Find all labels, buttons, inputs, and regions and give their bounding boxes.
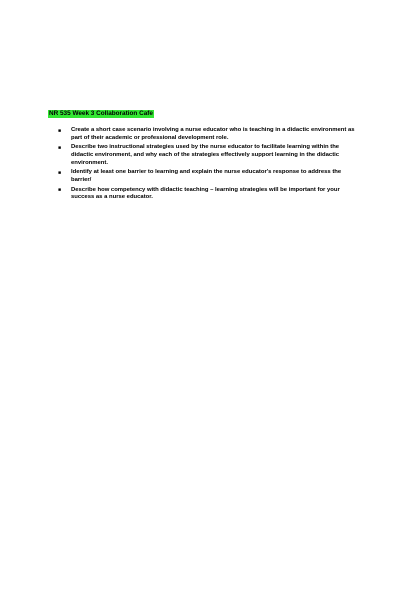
list-item-text: Create a short case scenario involving a nurse educator who is teaching in a didactic environment as part of their academic or professional development role. xyxy=(71,127,355,141)
list-item-text: Identify at least one barrier to learning and explain the nurse educator's response to address the barrier/ xyxy=(71,169,342,184)
square-bullet-icon: ■ xyxy=(58,144,62,151)
document-content xyxy=(48,102,358,204)
list-item xyxy=(48,127,358,143)
square-bullet-icon: ■ xyxy=(58,169,62,176)
list-item-text: Describe how competency with didactic teaching – learning strategies will be important for your success as a nurse educator. xyxy=(71,186,340,201)
square-bullet-icon: ■ xyxy=(58,187,62,194)
square-bullet-icon: ■ xyxy=(58,127,62,134)
list-item xyxy=(48,187,358,203)
list-item xyxy=(48,144,358,168)
highlighted-heading: NR 535 Week 3 Collaboration Cafe xyxy=(49,110,153,117)
bullet-list xyxy=(48,127,358,202)
list-item-text: Describe two instructional strategies used by the nurse educator to facilitate learning within the didactic environment, and why each of the strategies effectively support learning in the didactic environment. xyxy=(71,144,340,167)
list-item xyxy=(48,169,358,185)
